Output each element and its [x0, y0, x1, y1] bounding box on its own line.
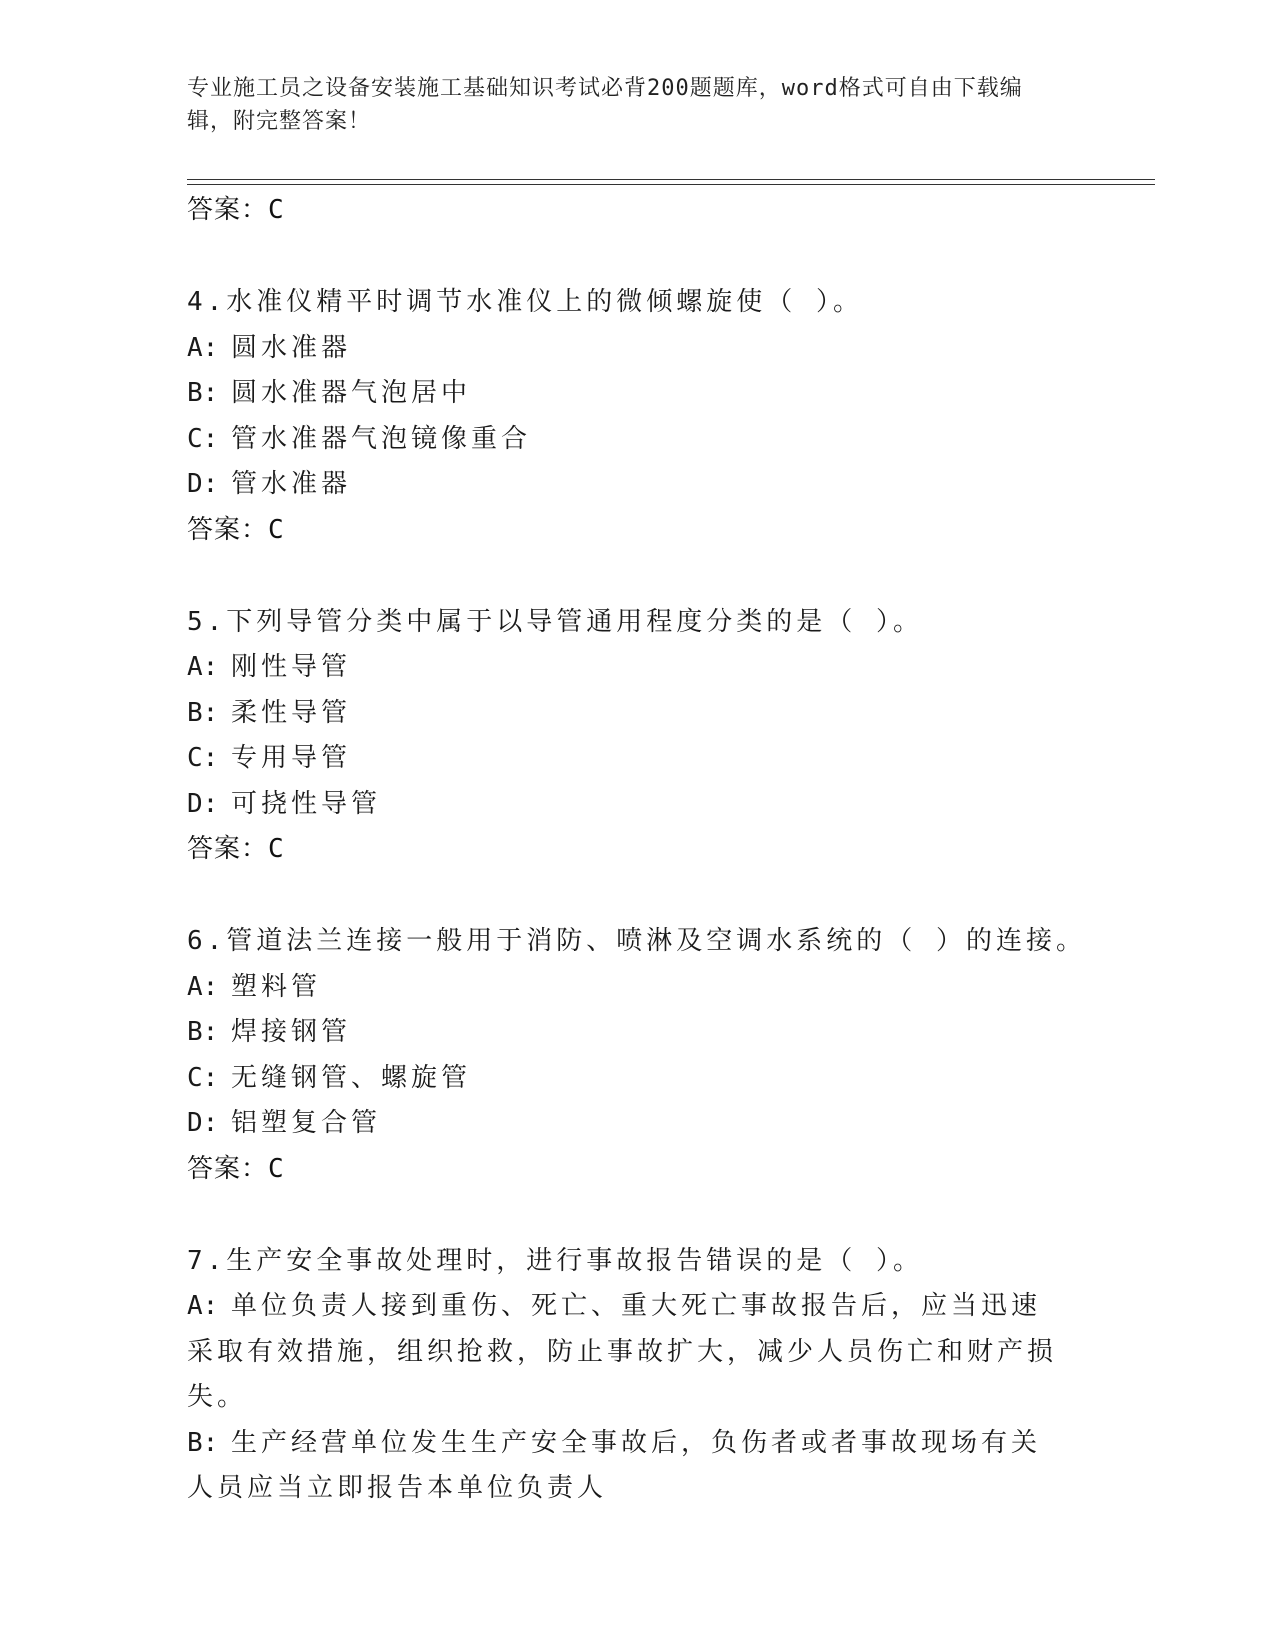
option-text: 可挠性导管: [231, 788, 382, 819]
option-d: [187, 1101, 1087, 1147]
option-letter: C:: [187, 423, 219, 454]
option-text: 管水准器气泡镜像重合: [231, 423, 532, 454]
option-letter: B:: [187, 697, 219, 728]
option-letter: C:: [187, 743, 219, 773]
document-header: 专业施工员之设备安装施工基础知识考试必背200题题库，word格式可自由下载编辑，附完整答案！: [187, 76, 1023, 134]
option-letter: A:: [187, 652, 219, 682]
question-stem: 6.管道法兰连接一般用于消防、喷淋及空调水系统的（ ）的连接。: [187, 926, 1086, 956]
option-b: [187, 371, 1087, 417]
option-b: [187, 691, 1087, 737]
option-text: 圆水准器: [231, 332, 352, 363]
option-c: [187, 417, 1087, 463]
question-stem: 7.生产安全事故处理时，进行事故报告错误的是（ ）。: [187, 1245, 923, 1276]
option-text: 刚性导管: [231, 652, 352, 682]
option-a: [187, 965, 1087, 1011]
option-letter: C:: [187, 1062, 219, 1093]
option-text: 铝塑复合管: [231, 1108, 382, 1138]
header-divider-bottom: [187, 184, 1155, 185]
option-c: [187, 736, 1087, 782]
option-text: 柔性导管: [231, 697, 352, 728]
option-b: [187, 1421, 1067, 1512]
option-letter: B:: [187, 1017, 219, 1047]
option-letter: A:: [187, 332, 219, 363]
option-text: 焊接钢管: [231, 1017, 352, 1047]
option-a: [187, 1284, 1067, 1421]
answer-line: 答案：C: [187, 195, 285, 225]
question-stem: 4.水准仪精平时调节水准仪上的微倾螺旋使（ ）。: [187, 287, 863, 317]
option-letter: A:: [187, 971, 219, 1002]
answer-line: 答案：C: [187, 514, 285, 545]
option-text: 塑料管: [231, 971, 322, 1002]
header-divider-top: [187, 179, 1155, 180]
question-list: [187, 188, 1087, 1512]
question-6: [187, 919, 1087, 1191]
option-text: 单位负责人接到重伤、死亡、重大死亡事故报告后，应当迅速采取有效措施，组织抢救，防止事故扩大，减少人员伤亡和财产损失。: [187, 1291, 1058, 1412]
option-letter: D:: [187, 1108, 219, 1138]
question-7: [187, 1239, 1087, 1512]
option-letter: B:: [187, 378, 219, 408]
option-text: 圆水准器气泡居中: [231, 378, 472, 408]
question-stem: 5.下列导管分类中属于以导管通用程度分类的是（ ）。: [187, 606, 923, 637]
option-text: 专用导管: [231, 743, 352, 773]
question-5: [187, 600, 1087, 872]
option-c: [187, 1056, 1087, 1102]
answer-line: 答案：C: [187, 1153, 285, 1184]
answer-line: 答案：C: [187, 834, 285, 864]
option-letter: D:: [187, 469, 219, 499]
option-text: 生产经营单位发生生产安全事故后，负伤者或者事故现场有关人员应当立即报告本单位负责人: [187, 1427, 1042, 1503]
option-a: [187, 645, 1087, 691]
option-text: 管水准器: [231, 469, 352, 499]
option-text: 无缝钢管、螺旋管: [231, 1062, 472, 1093]
option-letter: A:: [187, 1291, 219, 1321]
option-a: [187, 326, 1087, 372]
option-b: [187, 1010, 1087, 1056]
option-letter: D:: [187, 788, 219, 819]
option-d: [187, 462, 1087, 508]
option-d: [187, 782, 1087, 828]
option-letter: B:: [187, 1427, 219, 1458]
question-4: [187, 280, 1087, 552]
